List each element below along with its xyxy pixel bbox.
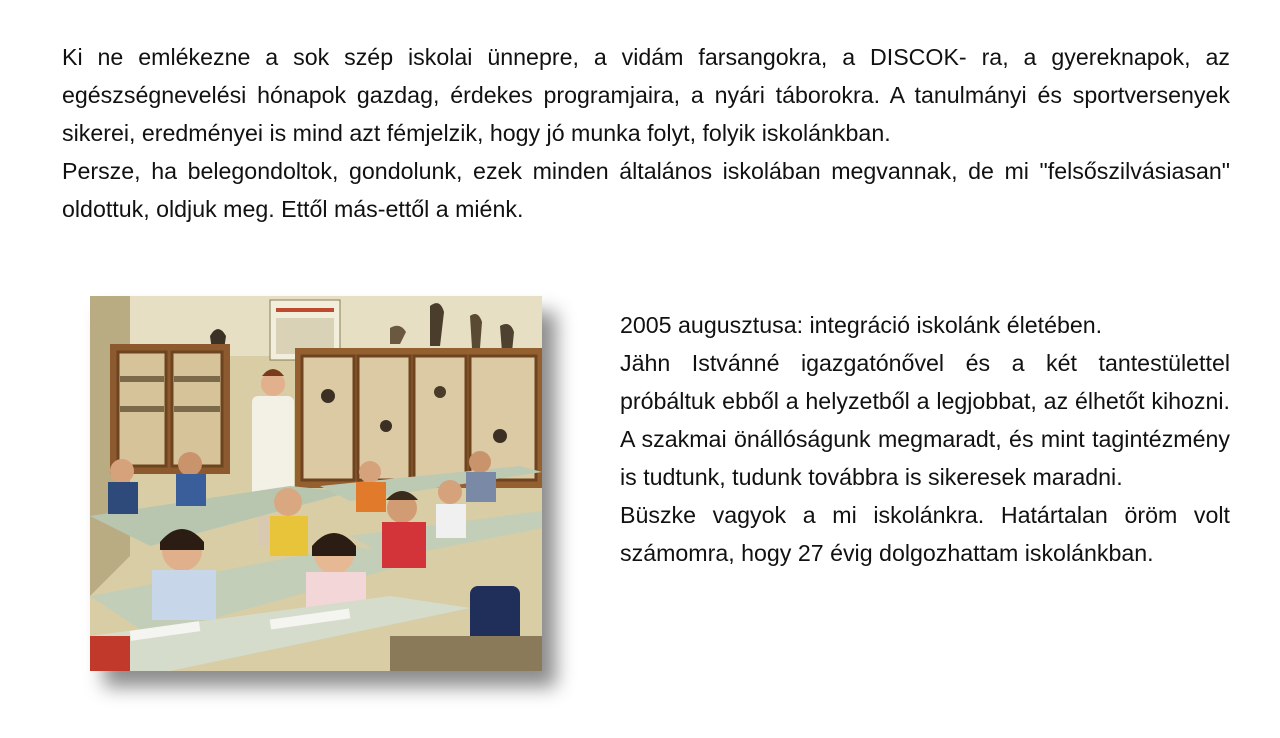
side-text bbox=[620, 306, 1230, 572]
side-paragraph-1: 2005 augusztusa: integráció iskolánk életében. bbox=[620, 312, 1103, 338]
intro-paragraph-1: Ki ne emlékezne a sok szép iskolai ünnepre, a vidám farsangokra, a DISCOK- ra, a gyereknapok, az egészségnevelési hónapok gazdag, érdekes programjaira, a nyári táborokra. A tanulmányi és sportversenyek sikerei, eredményei is mind azt fémjelzik, hogy jó munka folyt, folyik iskolánkban. bbox=[62, 44, 1230, 146]
side-paragraph-3: Büszke vagyok a mi iskolánkra. Határtalan öröm volt számomra, hogy 27 évig dolgozhattam iskolánkban. bbox=[620, 502, 1230, 566]
classroom-photo bbox=[90, 296, 542, 671]
intro-text bbox=[62, 38, 1230, 228]
intro-paragraph-2: Persze, ha belegondoltok, gondolunk, ezek minden általános iskolában megvannak, de mi "felsőszilvásiasan" oldottuk, oldjuk meg. Ettől más-ettől a miénk. bbox=[62, 158, 1230, 222]
side-paragraph-2: Jähn Istvánné igazgatónővel és a két tantestülettel próbáltuk ebből a helyzetből a legjobbat, az élhetőt kihozni. A szakmai önállóságunk megmaradt, és mint tagintézmény is tudtunk, tudunk továbbra is sikeresek maradni. bbox=[620, 350, 1230, 490]
